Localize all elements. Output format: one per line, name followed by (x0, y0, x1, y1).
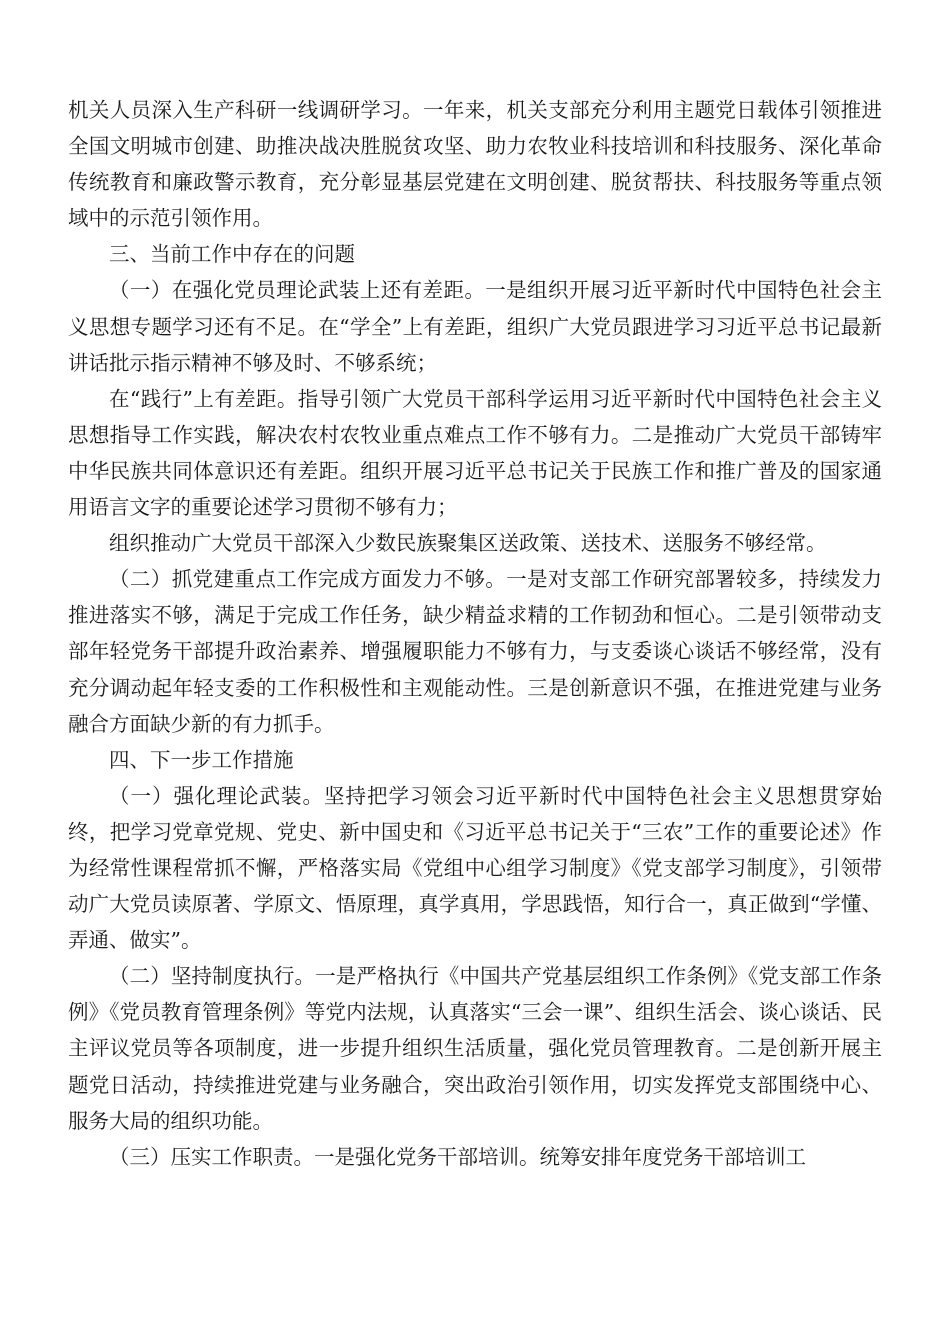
paragraph-3-2: （二）抓党建重点工作完成方面发力不够。一是对支部工作研究部署较多，持续发力推进落实不够，满足于完成工作任务，缺少精益求精的工作韧劲和恒心。二是引领带动支部年轻党务干部提升政治素养、增强履职能力不够有力，与支委谈心谈话不够经常，没有充分调动起年轻支委的工作积极性和主观能动性。三是创新意识不强，在推进党建与业务融合方面缺少新的有力抓手。 (68, 567, 882, 736)
document-page (68, 92, 882, 1175)
paragraph-4-3: （三）压实工作职责。一是强化党务干部培训。统筹安排年度党务干部培训工 (109, 1144, 806, 1169)
paragraph-continuation: 机关人员深入生产科研一线调研学习。一年来，机关支部充分利用主题党日载体引领推进全国文明城市创建、助推决战决胜脱贫攻坚、助力农牧业科技培训和科技服务、深化革命传统教育和廉政警示教育，充分彰显基层党建在文明创建、脱贫帮扶、科技服务等重点领域中的示范引领作用。 (68, 98, 882, 231)
paragraph-4-2: （二）坚持制度执行。一是严格执行《中国共产党基层组织工作条例》《党支部工作条例》《党员教育管理条例》等党内法规，认真落实“三会一课”、组织生活会、谈心谈话、民主评议党员等各项制度，进一步提升组织生活质量，强化党员管理教育。二是创新开展主题党日活动，持续推进党建与业务融合，突出政治引领作用，切实发挥党支部围绕中心、服务大局的组织功能。 (68, 964, 882, 1133)
paragraph-3-1: （一）在强化党员理论武装上还有差距。一是组织开展习近平新时代中国特色社会主义思想专题学习还有不足。在“学全”上有差距，组织广大党员跟进学习习近平总书记最新讲话批示指示精神不够及时、不够系统； (68, 278, 882, 375)
section-heading-3: 三、当前工作中存在的问题 (109, 242, 355, 267)
paragraph-3-1-practice: 在“践行”上有差距。指导引领广大党员干部科学运用习近平新时代中国特色社会主义思想指导工作实践，解决农村农牧业重点难点工作不够有力。二是推动广大党员干部铸牢中华民族共同体意识还有差距。组织开展习近平总书记关于民族工作和推广普及的国家通用语言文字的重要论述学习贯彻不够有力； (68, 386, 882, 520)
paragraph-4-1: （一）强化理论武装。坚持把学习领会习近平新时代中国特色社会主义思想贯穿始终，把学习党章党规、党史、新中国史和《习近平总书记关于“三农”工作的重要论述》作为经常性课程常抓不懈，严格落实局《党组中心组学习制度》《党支部学习制度》，引领带动广大党员读原著、学原文、悟原理，真学真用，学思践悟，知行合一，真正做到“学懂、弄通、做实”。 (68, 783, 882, 953)
paragraph-3-1-services: 组织推动广大党员干部深入少数民族聚集区送政策、送技术、送服务不够经常。 (109, 531, 827, 556)
section-heading-4: 四、下一步工作措施 (109, 747, 294, 772)
